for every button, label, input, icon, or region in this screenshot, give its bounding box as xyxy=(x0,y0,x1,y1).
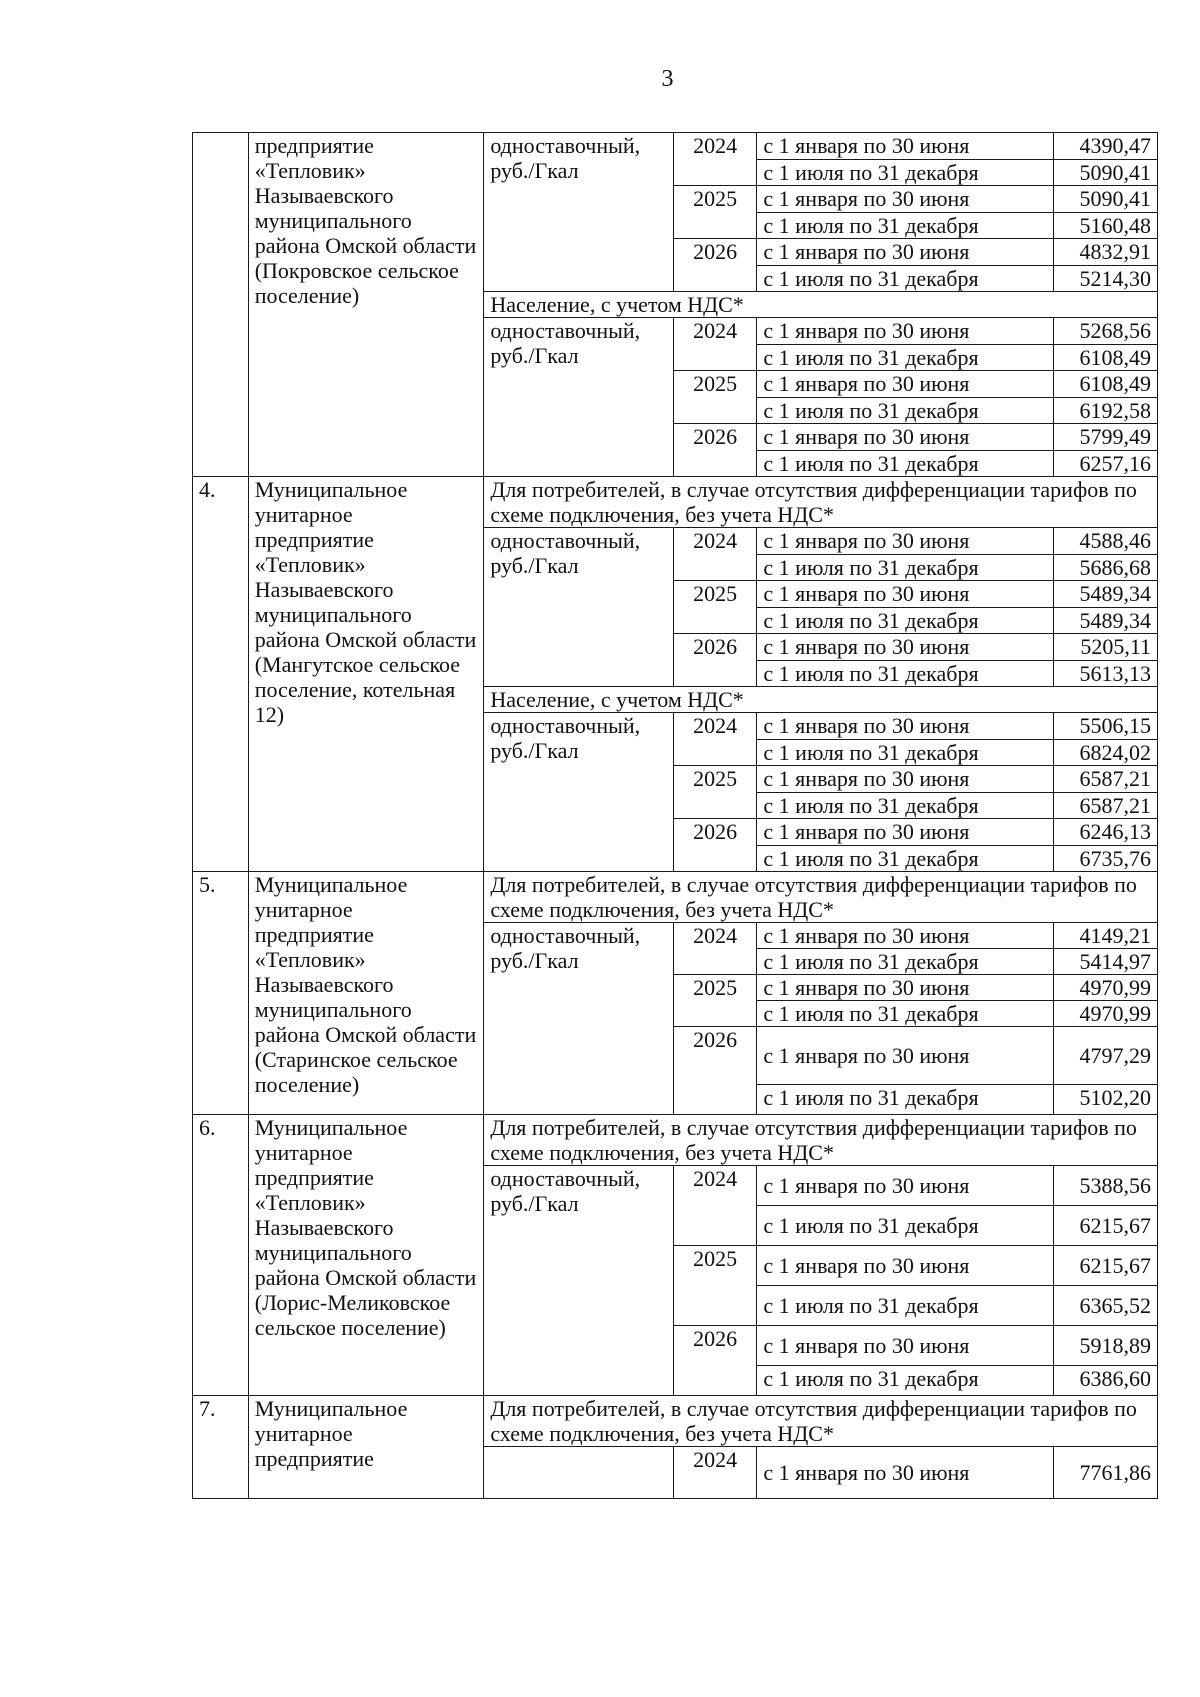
row-number: 7. xyxy=(193,1396,249,1499)
tariff-type: одноставочный, руб./Гкал xyxy=(484,923,674,1115)
page-number: 3 xyxy=(661,66,674,92)
tariff-period: с 1 июля по 31 декабря xyxy=(757,739,1054,766)
section-heading-row xyxy=(193,1396,1158,1447)
tariff-period: с 1 июля по 31 декабря xyxy=(757,265,1054,292)
tariff-period: с 1 июля по 31 декабря xyxy=(757,450,1054,477)
tariff-value: 6215,67 xyxy=(1054,1246,1158,1286)
tariff-year: 2025 xyxy=(673,1246,757,1326)
tariff-period: с 1 июля по 31 декабря xyxy=(757,344,1054,371)
section-heading-row xyxy=(193,872,1158,923)
tariff-year: 2025 xyxy=(673,371,757,424)
tariff-value: 5918,89 xyxy=(1054,1326,1158,1366)
tariff-value: 5090,41 xyxy=(1054,186,1158,213)
tariff-value: 4588,46 xyxy=(1054,528,1158,555)
tariff-value: 6192,58 xyxy=(1054,397,1158,424)
tariff-value: 4832,91 xyxy=(1054,239,1158,266)
tariff-period: с 1 января по 30 июня xyxy=(757,713,1054,740)
tariff-period: с 1 июля по 31 декабря xyxy=(757,1206,1054,1246)
tariff-value: 5160,48 xyxy=(1054,212,1158,239)
tariff-value: 6735,76 xyxy=(1054,845,1158,872)
row-number: 4. xyxy=(193,477,249,872)
tariff-type: одноставочный, руб./Гкал xyxy=(484,318,674,477)
tariff-value: 7761,86 xyxy=(1054,1447,1158,1499)
tariff-year: 2025 xyxy=(673,581,757,634)
tariff-period: с 1 июля по 31 декабря xyxy=(757,660,1054,687)
tariff-year: 2024 xyxy=(673,1166,757,1246)
section-heading: Для потребителей, в случае отсутствия дифференциации тарифов по схеме подключения, без учета НДС* xyxy=(484,477,1158,528)
tariff-year: 2024 xyxy=(673,318,757,371)
section-heading: Население, с учетом НДС* xyxy=(484,292,1158,318)
section-heading: Для потребителей, в случае отсутствия дифференциации тарифов по схеме подключения, без учета НДС* xyxy=(484,872,1158,923)
tariff-period: с 1 июля по 31 декабря xyxy=(757,845,1054,872)
tariff-value: 6824,02 xyxy=(1054,739,1158,766)
tariff-type: одноставочный, руб./Гкал xyxy=(484,1166,674,1396)
row-number: 5. xyxy=(193,872,249,1115)
tariff-value: 5686,68 xyxy=(1054,554,1158,581)
tariff-period: с 1 июля по 31 декабря xyxy=(757,159,1054,186)
tariff-year: 2026 xyxy=(673,634,757,687)
tariff-year: 2024 xyxy=(673,528,757,581)
tariff-value: 5489,34 xyxy=(1054,607,1158,634)
tariff-period: с 1 июля по 31 декабря xyxy=(757,554,1054,581)
tariff-period: с 1 января по 30 июня xyxy=(757,318,1054,345)
tariff-period: с 1 июля по 31 декабря xyxy=(757,792,1054,819)
tariff-value: 5214,30 xyxy=(1054,265,1158,292)
tariff-value: 6587,21 xyxy=(1054,766,1158,793)
tariff-value: 5205,11 xyxy=(1054,634,1158,661)
organization-name: предприятие «Тепловик» Называевского муниципального района Омской области (Покровское сельское поселение) xyxy=(248,133,484,477)
tariff-year: 2024 xyxy=(673,1447,757,1499)
tariff-year: 2026 xyxy=(673,1326,757,1396)
organization-name: Муниципальное унитарное предприятие xyxy=(248,1396,484,1499)
tariff-value: 5090,41 xyxy=(1054,159,1158,186)
organization-name: Муниципальное унитарное предприятие «Тепловик» Называевского муниципального района Омской области (Мангутское сельское поселение, котельная 12) xyxy=(248,477,484,872)
organization-name: Муниципальное унитарное предприятие «Тепловик» Называевского муниципального района Омской области (Лорис-Меликовское сельское поселение) xyxy=(248,1115,484,1396)
tariff-value: 6365,52 xyxy=(1054,1286,1158,1326)
tariff-period: с 1 июля по 31 декабря xyxy=(757,1001,1054,1027)
tariff-year: 2026 xyxy=(673,1027,757,1115)
tariff-year: 2025 xyxy=(673,766,757,819)
tariff-year: 2025 xyxy=(673,975,757,1027)
row-number: 6. xyxy=(193,1115,249,1396)
section-heading: Для потребителей, в случае отсутствия дифференциации тарифов по схеме подключения, без учета НДС* xyxy=(484,1396,1158,1447)
tariff-year: 2024 xyxy=(673,133,757,186)
tariff-type: одноставочный, руб./Гкал xyxy=(484,133,674,292)
tariff-value: 5799,49 xyxy=(1054,424,1158,451)
row-number xyxy=(193,133,249,477)
tariff-period: с 1 января по 30 июня xyxy=(757,634,1054,661)
tariff-period: с 1 января по 30 июня xyxy=(757,239,1054,266)
tariff-period: с 1 января по 30 июня xyxy=(757,1246,1054,1286)
tariff-period: с 1 июля по 31 декабря xyxy=(757,212,1054,239)
tariff-value: 6257,16 xyxy=(1054,450,1158,477)
tariff-period: с 1 января по 30 июня xyxy=(757,581,1054,608)
tariff-value: 5268,56 xyxy=(1054,318,1158,345)
tariff-value: 6386,60 xyxy=(1054,1366,1158,1396)
section-heading-row xyxy=(193,1115,1158,1166)
tariff-period: с 1 января по 30 июня xyxy=(757,1166,1054,1206)
tariff-value: 4149,21 xyxy=(1054,923,1158,949)
tariff-type xyxy=(484,1447,674,1499)
section-heading: Для потребителей, в случае отсутствия дифференциации тарифов по схеме подключения, без учета НДС* xyxy=(484,1115,1158,1166)
tariff-table xyxy=(192,132,1158,1499)
tariff-value: 6108,49 xyxy=(1054,344,1158,371)
organization-name: Муниципальное унитарное предприятие «Тепловик» Называевского муниципального района Омской области (Старинское сельское поселение) xyxy=(248,872,484,1115)
tariff-period: с 1 января по 30 июня xyxy=(757,133,1054,160)
tariff-year: 2026 xyxy=(673,819,757,872)
tariff-period: с 1 июля по 31 декабря xyxy=(757,607,1054,634)
tariff-period: с 1 января по 30 июня xyxy=(757,1027,1054,1085)
tariff-year: 2024 xyxy=(673,713,757,766)
tariff-period: с 1 июля по 31 декабря xyxy=(757,1286,1054,1326)
tariff-period: с 1 июля по 31 декабря xyxy=(757,1366,1054,1396)
tariff-period: с 1 января по 30 июня xyxy=(757,1326,1054,1366)
tariff-period: с 1 июля по 31 декабря xyxy=(757,397,1054,424)
tariff-year: 2024 xyxy=(673,923,757,975)
tariff-value: 4797,29 xyxy=(1054,1027,1158,1085)
tariff-period: с 1 июля по 31 декабря xyxy=(757,1085,1054,1115)
tariff-value: 6108,49 xyxy=(1054,371,1158,398)
tariff-row xyxy=(193,133,1158,160)
tariff-period: с 1 января по 30 июня xyxy=(757,424,1054,451)
tariff-period: с 1 января по 30 июня xyxy=(757,819,1054,846)
tariff-year: 2026 xyxy=(673,239,757,292)
tariff-value: 6587,21 xyxy=(1054,792,1158,819)
tariff-value: 4390,47 xyxy=(1054,133,1158,160)
section-heading-row xyxy=(193,477,1158,528)
tariff-year: 2025 xyxy=(673,186,757,239)
tariff-period: с 1 января по 30 июня xyxy=(757,186,1054,213)
tariff-value: 5489,34 xyxy=(1054,581,1158,608)
tariff-value: 5613,13 xyxy=(1054,660,1158,687)
tariff-value: 4970,99 xyxy=(1054,975,1158,1001)
tariff-period: с 1 января по 30 июня xyxy=(757,766,1054,793)
tariff-value: 5388,56 xyxy=(1054,1166,1158,1206)
tariff-value: 6215,67 xyxy=(1054,1206,1158,1246)
tariff-value: 4970,99 xyxy=(1054,1001,1158,1027)
tariff-period: с 1 января по 30 июня xyxy=(757,1447,1054,1499)
tariff-period: с 1 января по 30 июня xyxy=(757,528,1054,555)
tariff-value: 5102,20 xyxy=(1054,1085,1158,1115)
tariff-period: с 1 января по 30 июня xyxy=(757,371,1054,398)
tariff-year: 2026 xyxy=(673,424,757,477)
tariff-type: одноставочный, руб./Гкал xyxy=(484,713,674,872)
tariff-value: 5506,15 xyxy=(1054,713,1158,740)
tariff-period: с 1 января по 30 июня xyxy=(757,975,1054,1001)
tariff-period: с 1 июля по 31 декабря xyxy=(757,949,1054,975)
tariff-value: 5414,97 xyxy=(1054,949,1158,975)
tariff-value: 6246,13 xyxy=(1054,819,1158,846)
section-heading: Население, с учетом НДС* xyxy=(484,687,1158,713)
tariff-type: одноставочный, руб./Гкал xyxy=(484,528,674,687)
tariff-period: с 1 января по 30 июня xyxy=(757,923,1054,949)
